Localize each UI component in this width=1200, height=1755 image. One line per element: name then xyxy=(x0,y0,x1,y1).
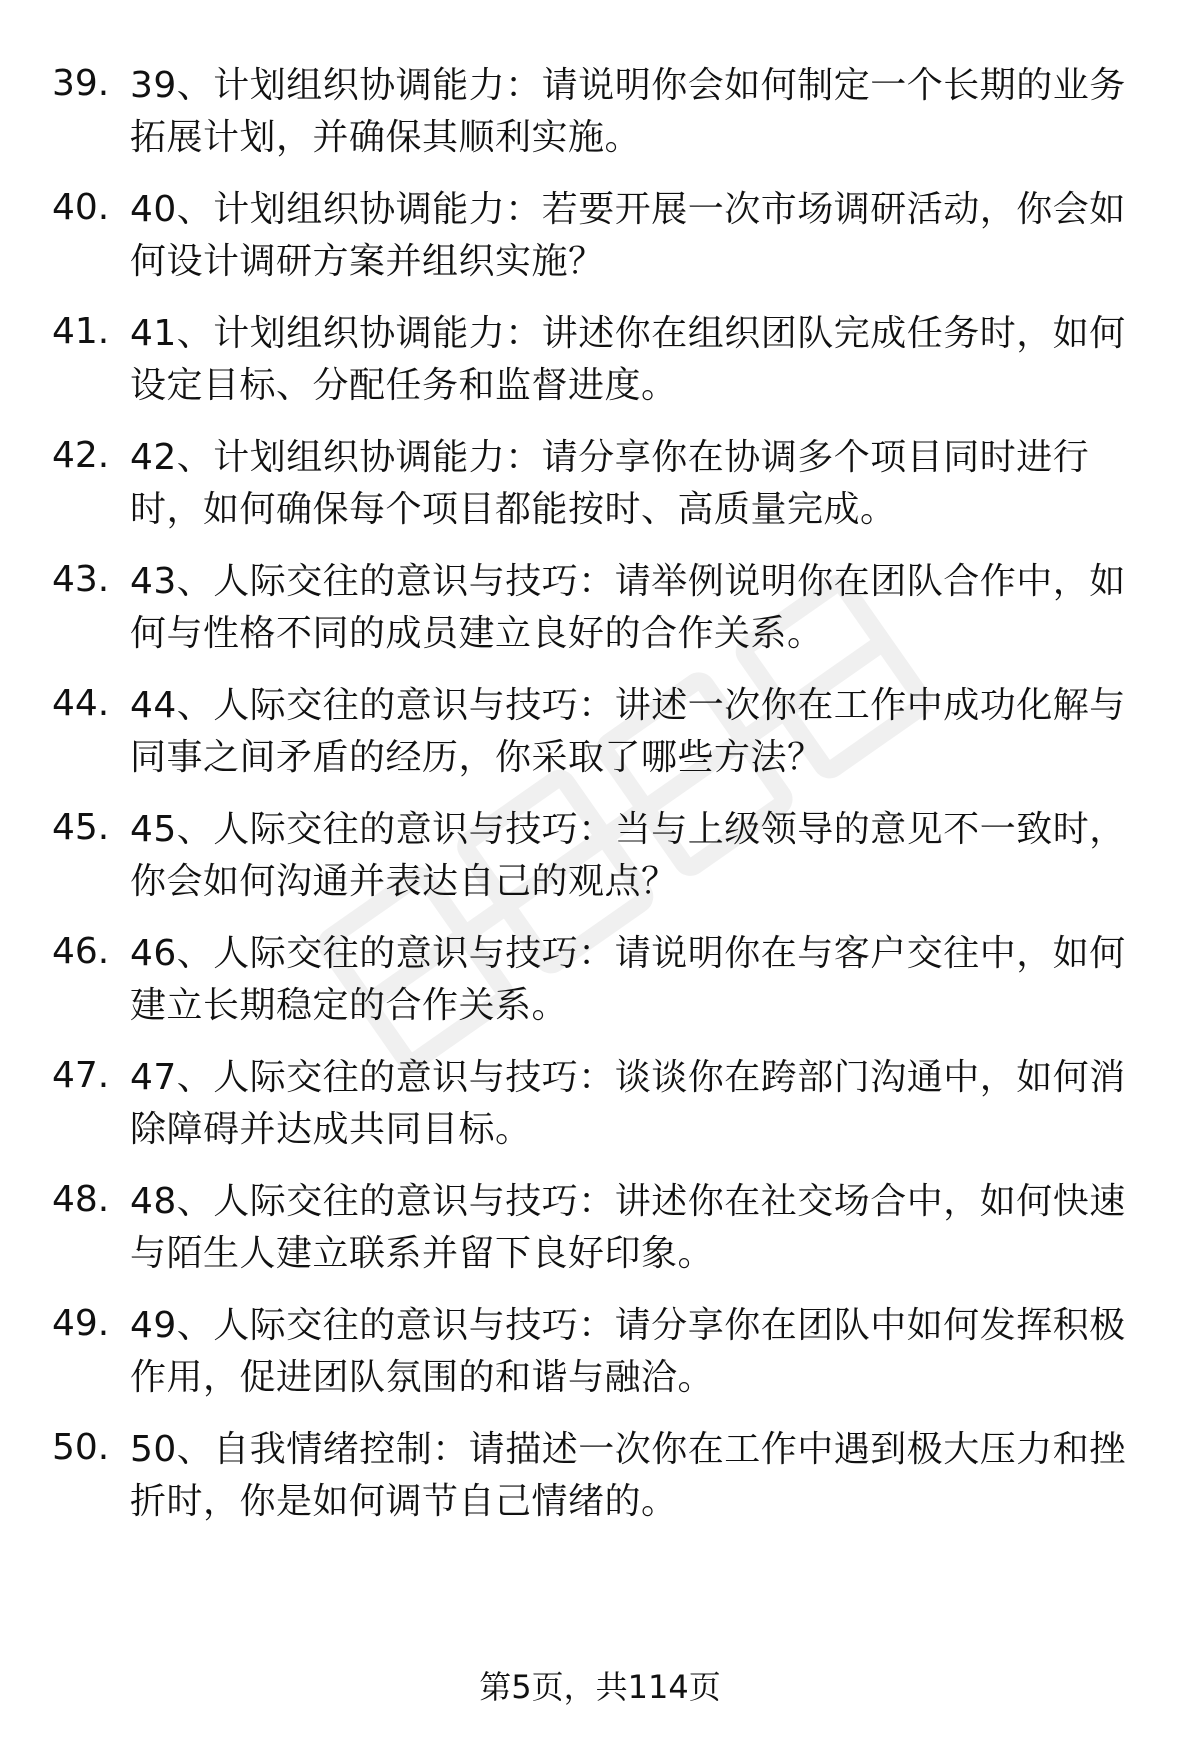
question-number: 44. xyxy=(52,683,110,724)
list-item xyxy=(52,1176,1152,1277)
question-number: 42. xyxy=(52,435,110,476)
question-text: 40、计划组织协调能力：若要开展一次市场调研活动，你会如何设计调研方案并组织实施？ xyxy=(130,189,1126,282)
question-text: 42、计划组织协调能力：请分享你在协调多个项目同时进行时，如何确保每个项目都能按时、高质量完成。 xyxy=(130,437,1090,530)
question-text: 46、人际交往的意识与技巧：请说明你在与客户交往中，如何建立长期稳定的合作关系。 xyxy=(130,933,1126,1026)
page-number-footer: 第5页，共114页 xyxy=(479,1668,721,1706)
question-number: 40. xyxy=(52,187,110,228)
list-item xyxy=(52,1424,1152,1525)
list-item xyxy=(52,1300,1152,1401)
question-number: 39. xyxy=(52,63,110,104)
question-number: 41. xyxy=(52,311,110,352)
list-item xyxy=(52,432,1152,533)
question-text: 45、人际交往的意识与技巧：当与上级领导的意见不一致时，你会如何沟通并表达自己的观点？ xyxy=(130,809,1126,902)
list-item xyxy=(52,804,1152,905)
list-item xyxy=(52,556,1152,657)
question-number: 45. xyxy=(52,807,110,848)
list-item xyxy=(52,680,1152,781)
question-text: 47、人际交往的意识与技巧：谈谈你在跨部门沟通中，如何消除障碍并达成共同目标。 xyxy=(130,1057,1126,1150)
question-number: 49. xyxy=(52,1303,110,1344)
list-item xyxy=(52,184,1152,285)
list-item xyxy=(52,308,1152,409)
question-list xyxy=(52,60,1152,1548)
question-text: 49、人际交往的意识与技巧：请分享你在团队中如何发挥积极作用，促进团队氛围的和谐与融洽。 xyxy=(130,1305,1126,1398)
question-text: 44、人际交往的意识与技巧：讲述一次你在工作中成功化解与同事之间矛盾的经历，你采取了哪些方法？ xyxy=(130,685,1126,778)
question-text: 50、自我情绪控制：请描述一次你在工作中遇到极大压力和挫折时，你是如何调节自己情绪的。 xyxy=(130,1429,1126,1522)
question-text: 39、计划组织协调能力：请说明你会如何制定一个长期的业务拓展计划，并确保其顺利实施。 xyxy=(130,65,1126,158)
list-item xyxy=(52,928,1152,1029)
question-number: 48. xyxy=(52,1179,110,1220)
list-item xyxy=(52,1052,1152,1153)
list-item xyxy=(52,60,1152,161)
question-number: 50. xyxy=(52,1427,110,1468)
question-text: 48、人际交往的意识与技巧：讲述你在社交场合中，如何快速与陌生人建立联系并留下良好印象。 xyxy=(130,1181,1126,1274)
question-text: 43、人际交往的意识与技巧：请举例说明你在团队合作中，如何与性格不同的成员建立良好的合作关系。 xyxy=(130,561,1126,654)
question-number: 47. xyxy=(52,1055,110,1096)
question-number: 46. xyxy=(52,931,110,972)
question-number: 43. xyxy=(52,559,110,600)
question-text: 41、计划组织协调能力：讲述你在组织团队完成任务时，如何设定目标、分配任务和监督进度。 xyxy=(130,313,1126,406)
